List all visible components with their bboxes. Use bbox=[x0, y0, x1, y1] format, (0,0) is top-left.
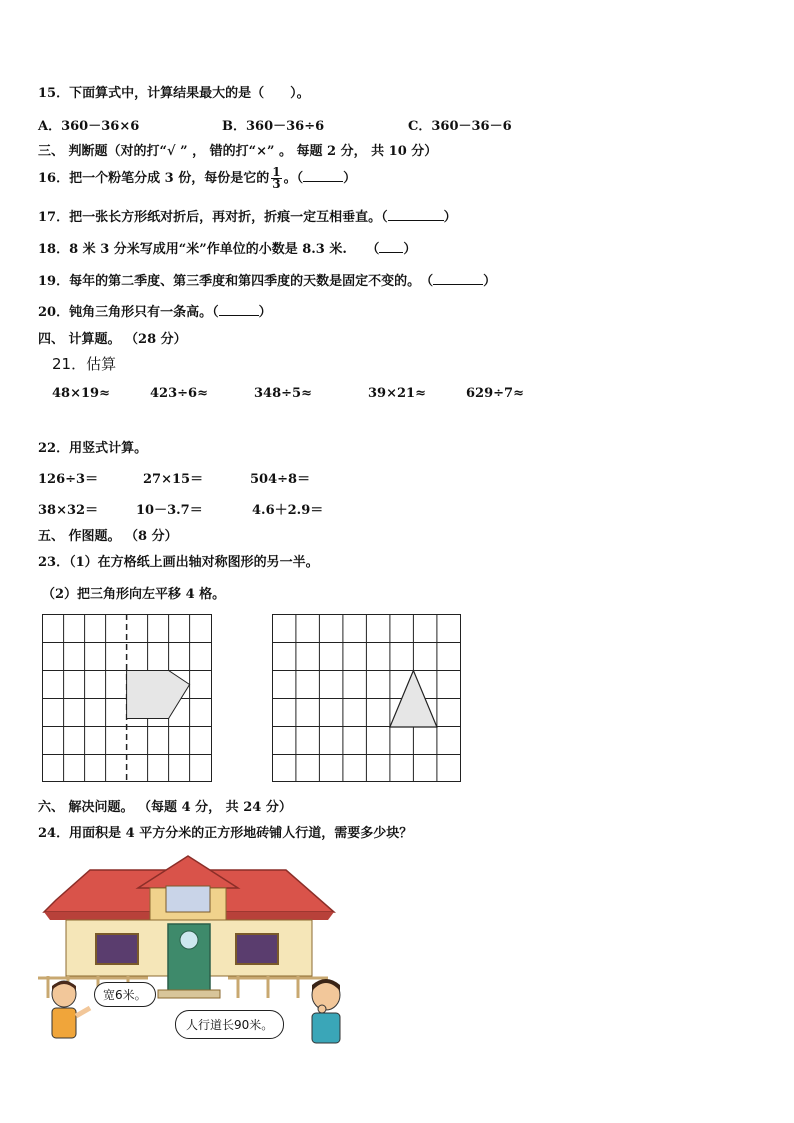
symmetry-grid[interactable] bbox=[42, 614, 213, 783]
q21-item: 39×21≈ bbox=[368, 386, 426, 401]
q22-item: 10－3.7＝ bbox=[136, 503, 203, 518]
q23-part2: （2）把三角形向左平移 4 格。 bbox=[42, 587, 226, 602]
q20-answer-blank[interactable] bbox=[219, 303, 259, 316]
q15-option-c: C．360－36－6 bbox=[408, 119, 512, 134]
fraction-denominator: 3 bbox=[272, 177, 281, 191]
q17-paren-close: ） bbox=[443, 210, 457, 225]
q21-item: 629÷7≈ bbox=[466, 386, 524, 401]
boy-right-figure bbox=[302, 975, 350, 1049]
q16-text: 16．把一个粉笔分成 3 份，每份是它的 bbox=[38, 171, 270, 186]
speech-bubble-length: 人行道长90米。 bbox=[175, 1010, 284, 1039]
q21-item: 348÷5≈ bbox=[254, 386, 312, 401]
translation-grid[interactable] bbox=[272, 614, 462, 783]
q18-answer-blank[interactable] bbox=[379, 240, 403, 253]
q21-item: 423÷6≈ bbox=[150, 386, 208, 401]
q22-item: 4.6＋2.9＝ bbox=[252, 503, 324, 518]
fraction-numerator: 1 bbox=[272, 165, 281, 179]
q21-title: 21．估算 bbox=[52, 355, 117, 373]
q22-title: 22．用竖式计算。 bbox=[38, 441, 148, 456]
q20 bbox=[38, 301, 272, 320]
q22-item: 126÷3＝ bbox=[38, 472, 99, 487]
q16-paren-open: 。（ bbox=[283, 171, 304, 186]
q17-answer-blank[interactable] bbox=[388, 208, 444, 221]
q15-option-a: A．360－36×6 bbox=[38, 119, 140, 134]
q15-option-b: B．360－36÷6 bbox=[222, 119, 325, 134]
section3-title: 三、 判断题（对的打“√ ” ， 错的打“×” 。 每题 2 分， 共 10 分） bbox=[38, 144, 438, 159]
q20-paren-close: ） bbox=[258, 305, 272, 320]
q19-text: 19．每年的第二季度、第三季度和第四季度的天数是固定不变的。 （ bbox=[38, 274, 434, 289]
q17-text: 17．把一张长方形纸对折后，再对折，折痕一定互相垂直。（ bbox=[38, 210, 388, 225]
speech-bubble-width: 宽6米。 bbox=[94, 982, 156, 1007]
section5-title: 五、 作图题。 （8 分） bbox=[38, 529, 178, 544]
q16-answer-blank[interactable] bbox=[303, 169, 343, 182]
q16-fraction bbox=[271, 167, 281, 190]
q19 bbox=[38, 270, 496, 289]
boy-left-figure bbox=[44, 978, 94, 1046]
q20-text: 20．钝角三角形只有一条高。（ bbox=[38, 305, 219, 320]
section6-title: 六、 解决问题。 （每题 4 分， 共 24 分） bbox=[38, 800, 292, 815]
q18-text: 18．8 米 3 分米写成用“米”作单位的小数是 8.3 米. （ bbox=[38, 242, 380, 257]
q24-stem: 24．用面积是 4 平方分米的正方形地砖铺人行道，需要多少块？ bbox=[38, 826, 413, 841]
q22-item: 38×32＝ bbox=[38, 503, 99, 518]
q18-paren-close: ） bbox=[403, 242, 417, 257]
q22-item: 504÷8＝ bbox=[250, 472, 311, 487]
section4-title: 四、 计算题。 （28 分） bbox=[38, 332, 187, 347]
q19-paren-close: ） bbox=[483, 274, 497, 289]
q21-item: 48×19≈ bbox=[52, 386, 110, 401]
q23-part1: 23．（1）在方格纸上画出轴对称图形的另一半。 bbox=[38, 555, 319, 570]
q15-stem: 15．下面算式中，计算结果最大的是（ ）。 bbox=[38, 86, 310, 101]
q16-paren-close: ） bbox=[343, 171, 357, 186]
q22-item: 27×15＝ bbox=[143, 472, 204, 487]
q19-answer-blank[interactable] bbox=[433, 272, 483, 285]
q16 bbox=[38, 166, 356, 192]
q17 bbox=[38, 206, 457, 225]
q18 bbox=[38, 238, 416, 257]
